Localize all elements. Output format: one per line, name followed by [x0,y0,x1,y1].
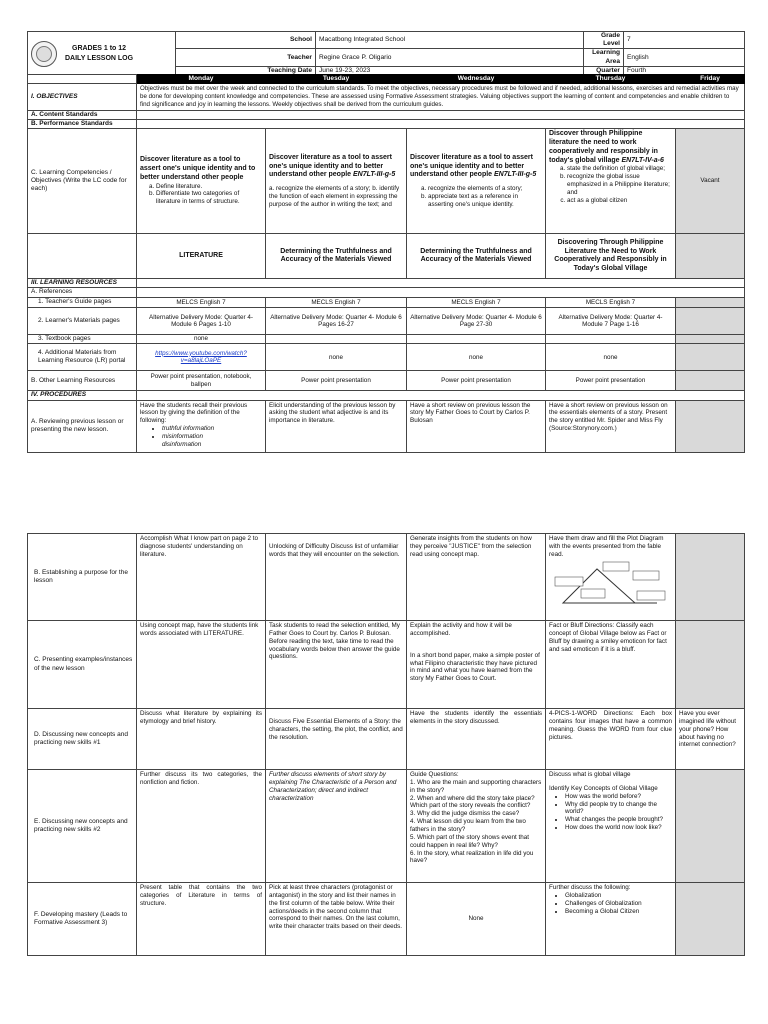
content-tuesday: Determining the Truthfulness and Accuracy of the Materials Viewed [266,234,407,279]
other-monday: Power point presentation, notebook, ballpen [137,371,266,391]
purpose-tuesday: Unlocking of Difficulty Discuss list of unfamiliar words that they will encounter on the selection. [266,534,407,621]
tg-wednesday: MECLS English 7 [407,297,546,308]
competency-monday: Discover literature as a tool to assert one's unique identity and to better understand other people a. Define literature. b. Differentiate two categories of literature in terms of structure. [137,129,266,234]
header-logo-title [28,32,176,76]
mastery-wednesday: None [407,883,546,956]
competency-thursday: Discover through Philippine literature the need to work cooperatively and responsibly in today's global village EN7LT-IV-a-6 a. state the definition of global village; b. recognize the global issue emphasized in a Philippine literature; and c. act as a global citizen [546,129,676,234]
discussing2-monday: Further discuss its two categories, the nonfiction and fiction. [137,770,266,883]
day-tuesday: Tuesday [266,75,407,84]
discussing1-label: D. Discussing new concepts and practicing new skills #1 [28,709,137,770]
discussing2-thursday: Discuss what is global village Identify Key Concepts of Global Village • How was the world before? • Why did people try to change the world? • What changes the people brought? • How does the world now look like? [546,770,676,883]
learning-resources-label: III. LEARNING RESOURCES [28,279,137,288]
other-tuesday: Power point presentation [266,371,407,391]
purpose-thursday: Have them draw and fill the Plot Diagram with the events presented from the fable read. [546,534,676,621]
other-resources-label: B. Other Learning Resources [28,371,137,391]
discussing1-tuesday: Discuss Five Essential Elements of a Story: the characters, the setting, the plot, the conflict, and the resolution. [266,709,407,770]
purpose-label: B. Establishing a purpose for the lesson [28,534,137,621]
objectives-text: Objectives must be met over the week and connected to the curriculum standards. To meet the objectives, necessary procedures must be followed and if needed, additional lessons, exercises and remedial activities may be done for developing content knowledge and competencies. These are assessed using Formative Assessment strategies. Valuing objectives support the learning of content and competencies and enable children to find significance and joy in learning the lessons. Weekly objectives shall be derived from the curriculum guides. [137,84,745,111]
grade-value: 7 [624,32,745,49]
other-wednesday: Power point presentation [407,371,546,391]
competencies-label: C. Learning Competencies / Objectives (Write the LC code for each) [28,129,137,234]
discussing1-thursday: 4-PICS-1-WORD Directions: Each box contains four images that have a common meaning. Guess the WORD from four clue pictures. [546,709,676,770]
date-value: June 19-23, 2023 [316,66,584,75]
lesson-table-bottom [27,533,745,956]
textbook-label: 3. Textbook pages [28,335,137,344]
area-label: Learning Area [584,49,624,66]
competency-wednesday: Discover literature as a tool to assert one's unique identity and to better understand other people EN7LT-III-g-5 a. recognize the elements of a story; b. appreciate text as a reference in asserting one's unique identity. [407,129,546,234]
lm-wednesday: Alternative Delivery Mode: Quarter 4- Module 6 Page 27-30 [407,308,546,335]
content-monday: LITERATURE [137,234,266,279]
discussing1-wednesday: Have the students identify the essentials elements in the story discussed. [407,709,546,770]
teacher-value: Regine Grace P. Oligario [316,49,584,66]
presenting-wednesday: Explain the activity and how it will be accomplished. In a short bond paper, make a simple poster of what Filipino characteristic they have pictured in mind and what you have learned from the story My Father Goes to Court. [407,621,546,709]
review-monday: Have the students recall their previous lesson by giving the definition of the following: • truthful information • misinformation disinformation [137,400,266,452]
tg-monday: MELCS English 7 [137,297,266,308]
competency-tuesday: Discover literature as a tool to assert one's unique identity and to better understand other people EN7LT-III-g-5 a. recognize the elements of a story; b. identify the function of each element in expressing the purpose of the author in writing the text; and [266,129,407,234]
lm-thursday: Alternative Delivery Mode: Quarter 4- Module 7 Page 1-16 [546,308,676,335]
additional-materials-label: 4. Additional Materials from Learning Resource (LR) portal [28,344,137,371]
performance-standards-label: B. Performance Standards [28,120,137,129]
add-thursday: none [546,344,676,371]
content-standards-label: A. Content Standards [28,111,137,120]
day-thursday: Thursday [546,75,676,84]
grade-label: Grade Level [584,32,624,49]
presenting-monday: Using concept map, have the students link words associated with LITERATURE. [137,621,266,709]
tb-monday: none [137,335,266,344]
mastery-thursday: Further discuss the following: • Globalization • Challenges of Globalization • Becoming a Global Citizen [546,883,676,956]
header-title-line2: DAILY LESSON LOG [65,54,134,62]
presenting-tuesday: Task students to read the selection entitled, My Father Goes to Court by. Carlos P. Bulosan. Before reading the text, take time to read the vocabulary words below then answer the guide questions. [266,621,407,709]
header-title-line1: GRADES 1 to 12 [72,45,127,53]
area-value: English [624,49,745,66]
review-thursday: Have a short review on previous lesson on the essentials elements of a story. Present the story entitled Mr. Spider and Miss Fly (Source:Storynory.com.) [546,400,676,452]
add-wednesday: none [407,344,546,371]
school-label: School [176,32,316,49]
references-label: A. References [28,288,137,297]
learners-materials-label: 2. Learner's Materials pages [28,308,137,335]
discussing2-label: E. Discussing new concepts and practicing new skills #2 [28,770,137,883]
school-value: Macatbong Integrated School [316,32,584,49]
objectives-label: I. OBJECTIVES [28,84,137,111]
add-tuesday: none [266,344,407,371]
day-wednesday: Wednesday [407,75,546,84]
mastery-label: F. Developing mastery (Leads to Formative Assessment 3) [28,883,137,956]
date-label: Teaching Date [176,66,316,75]
day-monday: Monday [137,75,266,84]
header-table [27,31,745,76]
quarter-value: Fourth [624,66,745,75]
discussing1-monday: Discuss what literature by explaining its etymology and brief history. [137,709,266,770]
teachers-guide-label: 1. Teacher's Guide pages [28,297,137,308]
add-monday-link[interactable]: https://www.youtube.com/watch?v=a8lajLOaPE [137,344,266,371]
purpose-wednesday: Generate insights from the students on how they perceive "JUSTICE" from the selection read using concept map. [407,534,546,621]
discussing2-wednesday: Guide Questions: 1. Who are the main and supporting characters in the story? 2. When and where did the story take place? Which part of the story reveals the conflict? 3. Why did the judge dismiss the case? 4. What lesson did you learn from the two fathers in the story? 5. Which part of the story shows event that could happen in real life? Why? 6. In the story, what realization in life did you have? [407,770,546,883]
purpose-monday: Accomplish What I know part on page 2 to diagnose students' understanding on literature. [137,534,266,621]
lm-tuesday: Alternative Delivery Mode: Quarter 4- Module 6 Pages 16-27 [266,308,407,335]
lm-monday: Alternative Delivery Mode: Quarter 4- Module 6 Pages 1-10 [137,308,266,335]
presenting-label: C. Presenting examples/instances of the new lesson [28,621,137,709]
quarter-label: Quarter [584,66,624,75]
other-thursday: Power point presentation [546,371,676,391]
presenting-thursday: Fact or Bluff Directions: Classify each concept of Global Village below as Fact or Bluff by drawing a smiley emoticon for fact and sad emoticon if it is a bluff. [546,621,676,709]
discussing1-friday: Have you ever imagined life without your phone? How about having no internet connection? [676,709,745,770]
deped-seal-icon [31,41,57,67]
review-tuesday: Elicit understanding of the previous lesson by asking the student what adjective is and its importance in literature. [266,400,407,452]
discussing2-tuesday: Further discuss elements of short story by explaining The Characteristic of a Person and Characterization; direct and indirect characterization [266,770,407,883]
review-label: A. Reviewing previous lesson or presenting the new lesson. [28,400,137,452]
day-friday: Friday [676,75,745,84]
mastery-monday: Present table that contains the two categories of Literature in terms of structure. [137,883,266,956]
content-wednesday: Determining the Truthfulness and Accuracy of the Materials Viewed [407,234,546,279]
plot-diagram-icon [549,561,669,605]
procedures-label: IV. PROCEDURES [28,391,137,400]
mastery-tuesday: Pick at least three characters (protagonist or antagonist) in the story and list their names in the first column of the table below. Write their actions/deeds in the second column that correspond to their names. On the last column, write their character traits based on their deeds. [266,883,407,956]
day-header-row [28,75,745,84]
tg-thursday: MECLS English 7 [546,297,676,308]
content-thursday: Discovering Through Philippine Literature the Need to Work Cooperatively and Responsibly in Today's Global Village [546,234,676,279]
tg-tuesday: MECLS English 7 [266,297,407,308]
lesson-table-top [27,74,745,453]
review-wednesday: Have a short review on previous lesson the story My Father Goes to Court by Carlos P. Bulosan [407,400,546,452]
teacher-label: Teacher [176,49,316,66]
competency-friday-vacant: Vacant [676,129,745,234]
